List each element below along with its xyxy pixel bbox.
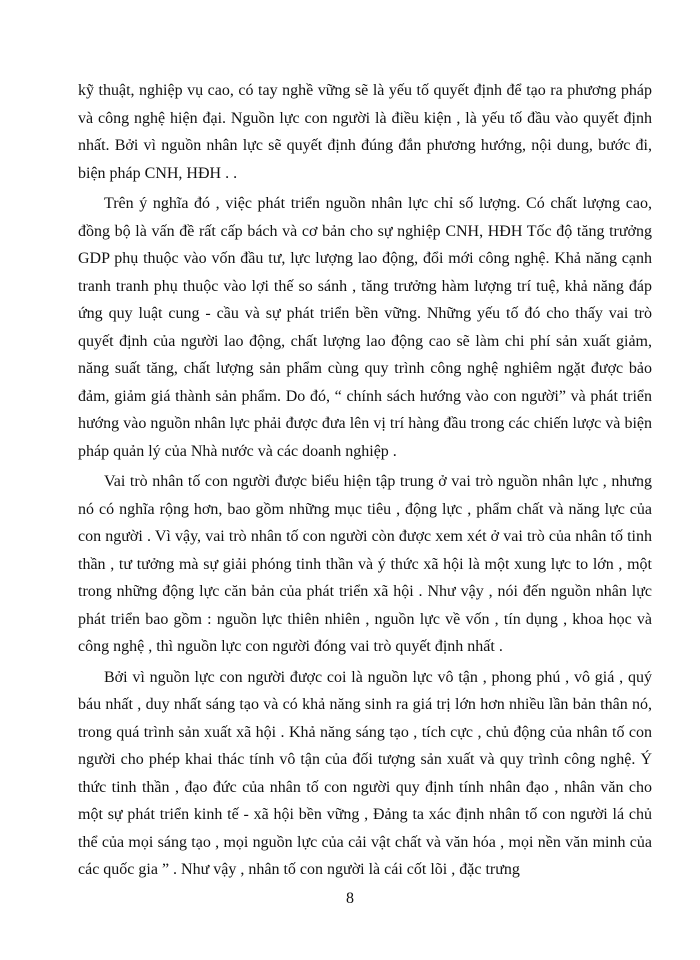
paragraph-2: Trên ý nghĩa đó , việc phát triển nguồn nhân lực chỉ số lượng. Có chất lượng cao, đồng bộ là vấn đề rất cấp bách và cơ bản cho sự nghiệp CNH, HĐH Tốc độ tăng trưởng GDP phụ thuộc vào vốn đầu tư, lực lượng lao động, đổi mới công nghệ. Khả năng cạnh tranh tranh phụ thuộc vào lợi thế so sánh , tăng trưởng hàm lượng trí tuệ, khả năng đáp ứng quy luật cung - cầu và sự phát triển bền vững. Những yếu tố đó cho thấy vai trò quyết định của người lao động, chất lượng lao động cao sẽ làm chi phí sản xuất giảm, năng suất tăng, chất lượng sản phẩm cùng quy trình công nghệ nghiêm ngặt được bảo đảm, giảm giá thành sản phẩm. Do đó, “ chính sách hướng vào con người” và phát triển hướng vào nguồn nhân lực phải được đưa lên vị trí hàng đầu trong các chiến lược và biện pháp quản lý của Nhà nước và các doanh nghiệp . [78, 195, 652, 460]
paragraph-1: kỹ thuật, nghiệp vụ cao, có tay nghề vững sẽ là yếu tố quyết định để tạo ra phương pháp và công nghệ hiện đại. Nguồn lực con người là điều kiện , là yếu tố đầu vào quyết định nhất. Bởi vì nguồn nhân lực sẽ quyết định đúng đắn phương hướng, nội dung, bước đi, biện pháp CNH, HĐH . . [78, 82, 652, 182]
document-page [78, 77, 652, 887]
paragraph-4: Bởi vì nguồn lực con người được coi là nguồn lực vô tận , phong phú , vô giá , quý báu nhất , duy nhất sáng tạo và có khả năng sinh ra giá trị lớn hơn nhiều lần bản thân nó, trong quá trình sản xuất xã hội . Khả năng sáng tạo , tích cực , chủ động của nhân tố con người cho phép khai thác tính vô tận của đối tượng sản xuất và quy trình công nghệ. Ý thức tinh thần , đạo đức của nhân tố con người quy định tính nhân đạo , nhân văn cho một sự phát triển kinh tế - xã hội bền vững , Đảng ta xác định nhân tố con người lá chủ thể của mọi sáng tạo , mọi nguồn lực của cải vật chất và văn hóa , mọi nền văn minh của các quốc gia ” . Như vậy , nhân tố con người là cái cốt lõi , đặc trưng [78, 668, 652, 878]
page-number: 8 [346, 890, 354, 907]
paragraph-3: Vai trò nhân tố con người được biểu hiện tập trung ở vai trò nguồn nhân lực , nhưng nó có nghĩa rộng hơn, bao gồm những mục tiêu , động lực , phẩm chất và năng lực của con người . Vì vậy, vai trò nhân tố con người còn được xem xét ở vai trò của nhân tố tinh thần , tư tưởng mà sự giải phóng tinh thần và ý thức xã hội là một xung lực to lớn , một trong những động lực căn bản của phát triển xã hội . Như vậy , nói đến nguồn nhân lực phát triển bao gồm : nguồn lực thiên nhiên , nguồn lực về vốn , tín dụng , khoa học và công nghệ , thì nguồn lực con người đóng vai trò quyết định nhất . [78, 473, 652, 655]
